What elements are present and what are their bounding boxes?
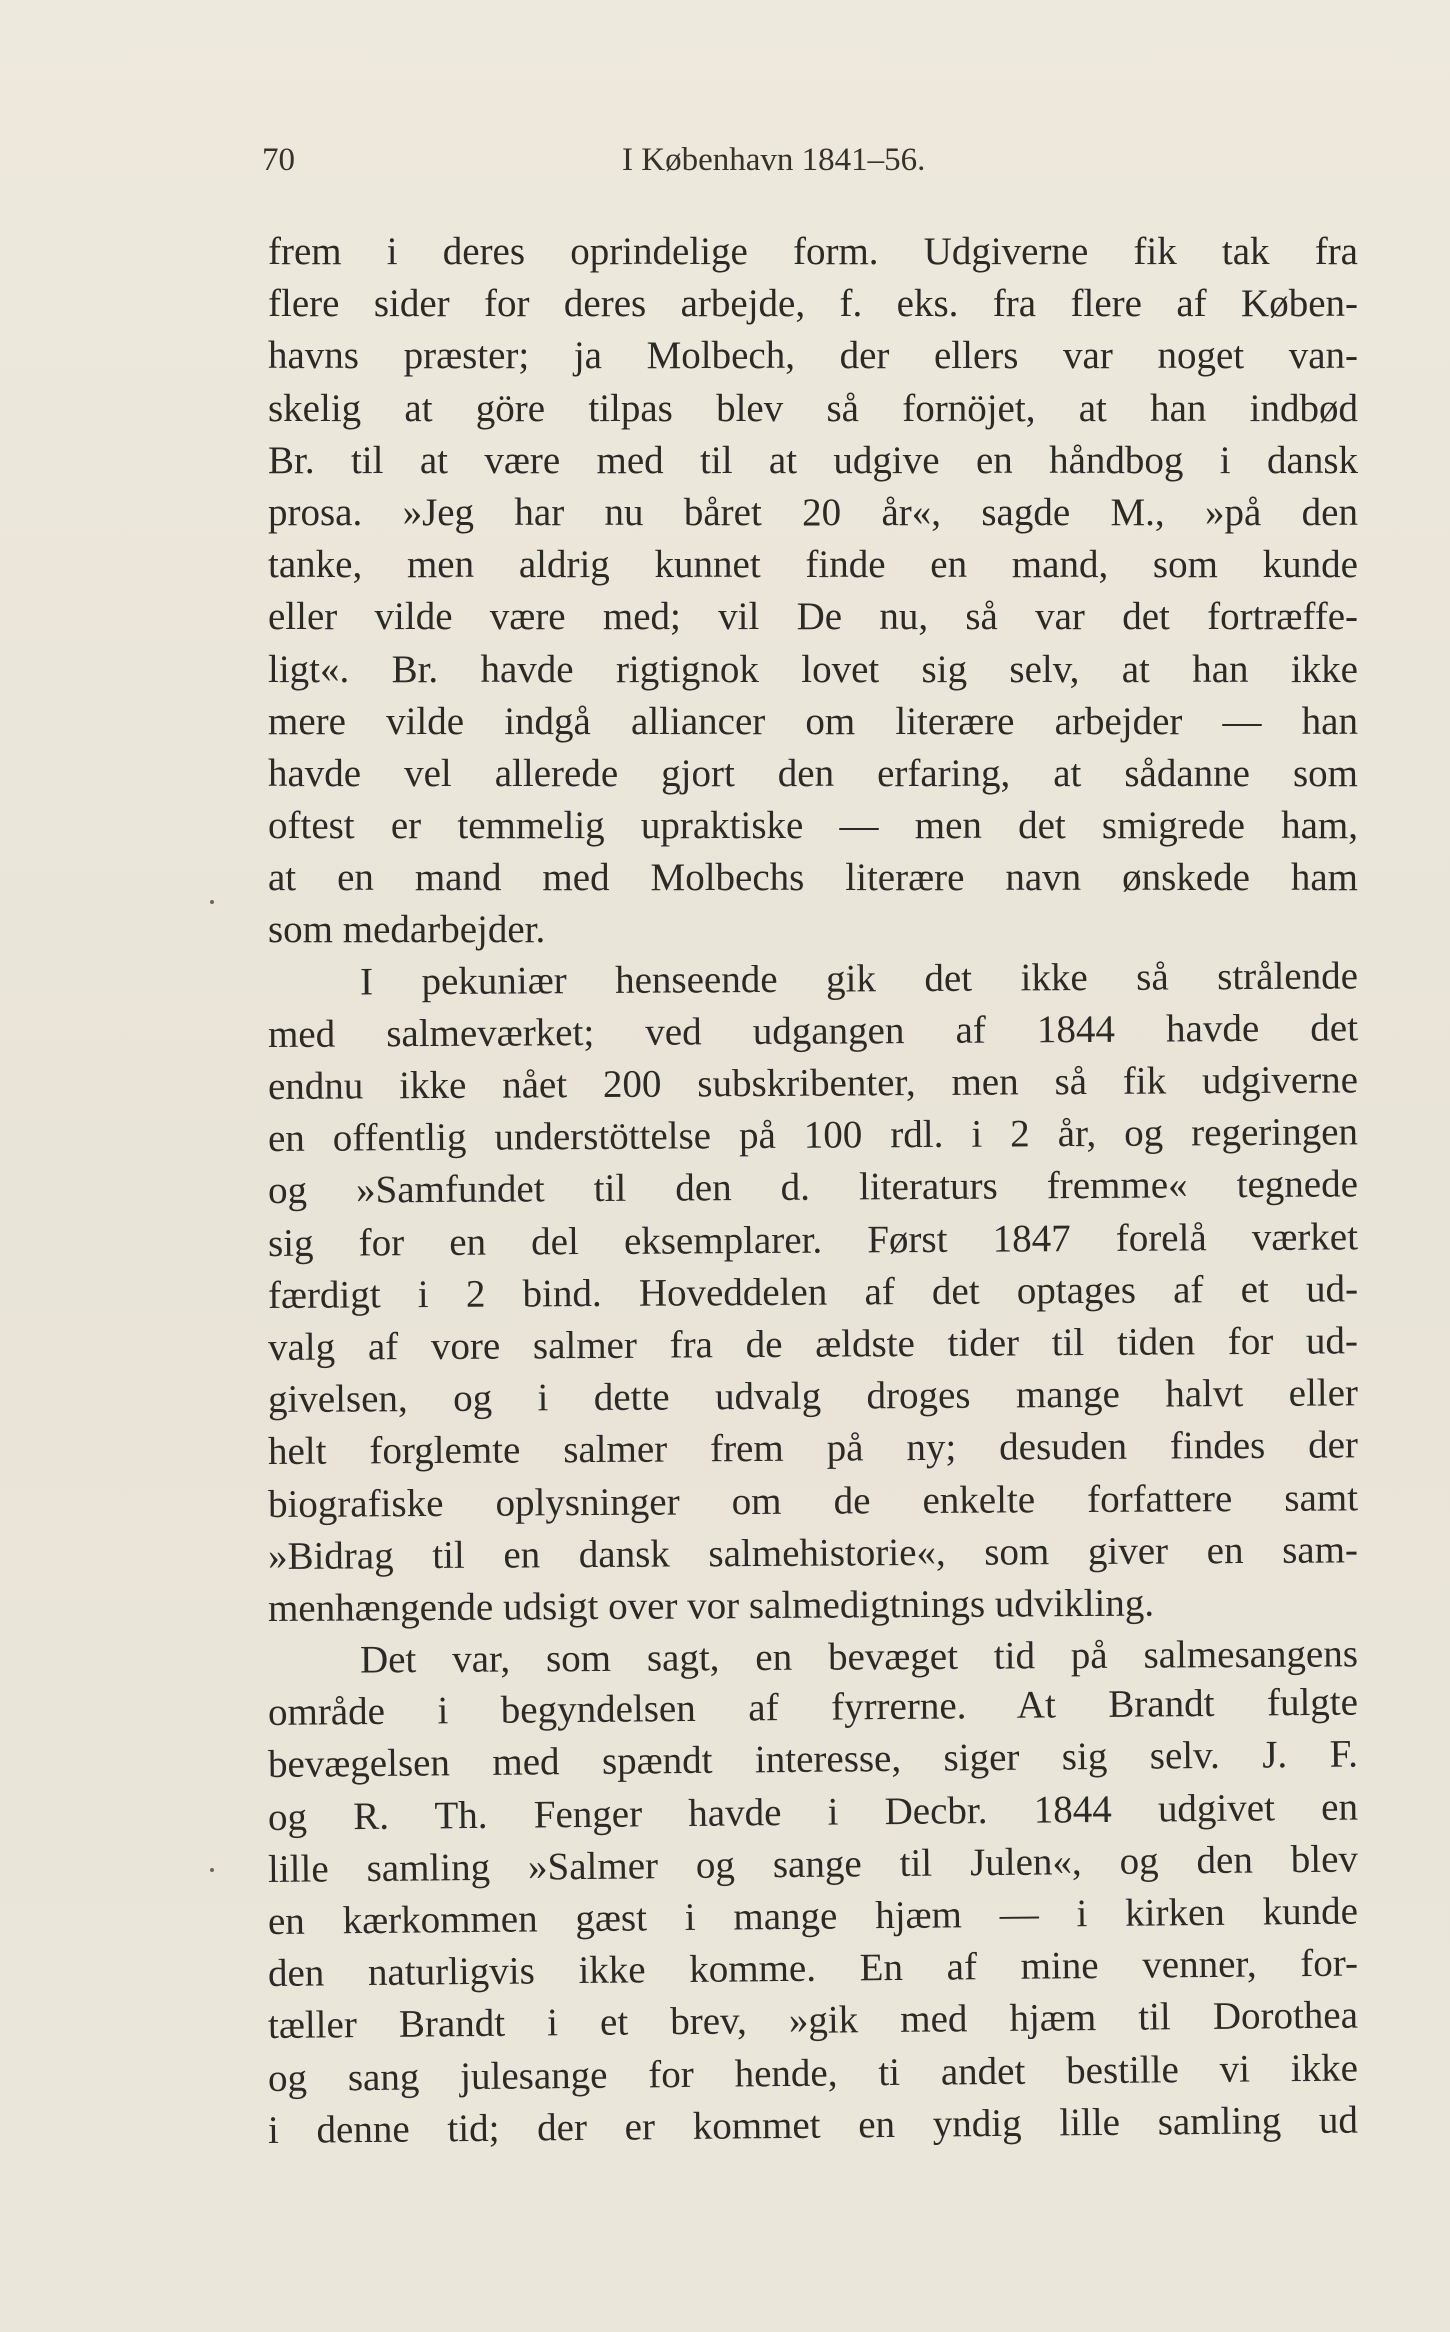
text-line: færdigt i 2 bind. Hoveddelen af det optages af et ud- [267,1267,1359,1317]
running-head: I København 1841–56. [622,142,926,178]
text-line: menhængende udsigt over vor salmedigtnings udvikling. [267,1581,1155,1630]
text-line: givelsen, og i dette udvalg droges mange halvt eller [267,1371,1359,1422]
page-number: 70 [262,142,295,178]
text-line: Br. til at være med til at udgive en håndbog i dansk [268,438,1358,482]
text-line: valg af vore salmer fra de ældste tider til tiden for ud- [267,1319,1359,1369]
page-speck [210,1868,214,1872]
text-line: område i begyndelsen af fyrrerne. At Brandt fulgte [267,1680,1359,1735]
text-line: frem i deres oprindelige form. Udgiverne fik tak fra [268,230,1358,273]
text-line: prosa. »Jeg har nu båret 20 år«, sagde M., »på den [268,490,1358,534]
page-header [262,140,1022,180]
text-line: ligt«. Br. havde rigtignok lovet sig selv, at han ikke [268,647,1358,691]
text-line: havde vel allerede gjort den erfaring, at sådanne som [268,751,1358,795]
text-line: eller vilde være med; vil De nu, så var det fortræffe- [268,595,1358,639]
text-line: som medarbejder. [268,908,546,952]
text-line: i denne tid; der er kommet en yndig lille samling ud [267,2098,1359,2152]
page-speck [210,900,214,904]
text-line: tæller Brandt i et brev, »gik med hjæm til Dorothea [267,1993,1359,2048]
text-line: oftest er temmelig upraktiske — men det smigrede ham, [268,804,1358,848]
text-line: Det var, som sagt, en bevæget tid på salmesangens [359,1632,1359,1682]
text-line: og »Samfundet til den d. literaturs fremme« tegnede [267,1162,1359,1213]
text-line: »Bidrag til en dansk salmehistorie«, som giver en sam- [267,1528,1359,1578]
text-line: at en mand med Molbechs literære navn ønskede ham [268,856,1358,900]
text-line: flere sider for deres arbejde, f. eks. fra flere af Køben- [268,282,1358,326]
text-line: en kærkommen gæst i mange hjæm — i kirken kunde [267,1889,1359,1943]
text-line: bevægelsen med spændt interesse, siger sig selv. J. F. [267,1732,1359,1787]
text-line: skelig at göre tilpas blev så fornöjet, at han indbød [268,386,1358,430]
text-line: en offentlig understöttelse på 100 rdl. i 2 år, og regeringen [267,1110,1359,1161]
text-line: tanke, men aldrig kunnet finde en mand, som kunde [268,543,1358,587]
text-line: den naturligvis ikke komme. En af mine venner, for- [267,1941,1359,1996]
text-line: biografiske oplysninger om de enkelte forfattere samt [267,1475,1359,1526]
text-line: havns præster; ja Molbech, der ellers var noget van- [268,334,1358,378]
text-line: og R. Th. Fenger havde i Decbr. 1844 udgivet en [267,1785,1359,1839]
text-line: helt forglemte salmer frem på ny; desuden findes der [267,1423,1359,1474]
text-line: mere vilde indgå alliancer om literære arbejder — han [268,699,1358,743]
text-line: I pekuniær henseende gik det ikke så strålende [359,953,1359,1004]
body-text [268,226,1358,2157]
text-line: lille samling »Salmer og sange til Julen«, og den blev [267,1837,1359,1891]
text-line: med salmeværket; ved udgangen af 1844 havde det [267,1006,1359,1056]
text-line: endnu ikke nået 200 subskribenter, men så fik udgiverne [267,1058,1359,1108]
text-line: og sang julesange for hende, ti andet bestille vi ikke [267,2046,1359,2100]
text-line: sig for en del eksemplarer. Først 1847 forelå værket [267,1214,1359,1265]
